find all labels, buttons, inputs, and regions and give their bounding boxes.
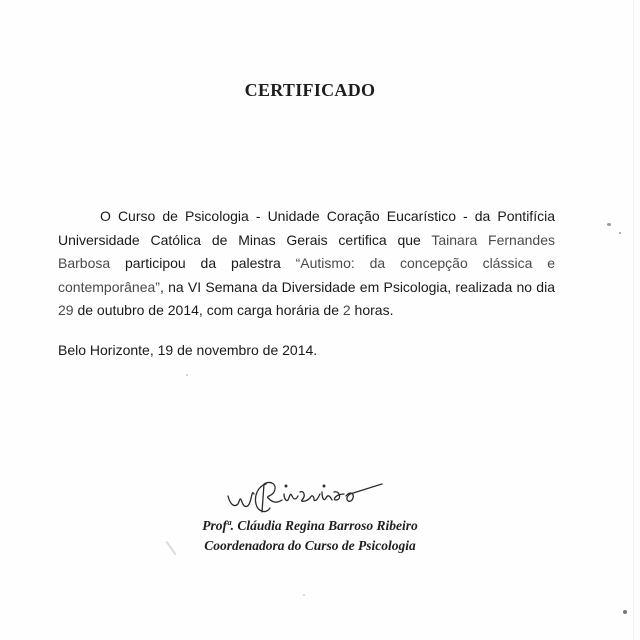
certificate-body — [58, 205, 555, 323]
body-text-part1: O Curso de Psicologia - Unidade Coração Eucarístico - da Pontifícia Universidade Católica de Minas Gerais certifica que — [58, 208, 555, 248]
handwritten-signature — [226, 474, 386, 518]
signer-role: Coordenadora do Curso de Psicologia — [204, 538, 416, 553]
participant-name: Tainara Fernandes Barbosa — [58, 231, 555, 272]
body-text-part3: , na VI Semana da Diversidade em Psicologia, realizada no dia — [159, 278, 555, 295]
scan-speck — [607, 223, 611, 226]
scan-edge-line — [633, 0, 634, 640]
lecture-title: “Autismo: da concepção clássica e contemporânea” — [58, 255, 555, 295]
event-day: 29 — [58, 302, 74, 319]
scan-speck — [623, 610, 627, 614]
certificate-title: CERTIFICADO — [244, 80, 376, 100]
scan-speck — [186, 374, 188, 376]
place-and-date: Belo Horizonte, 19 de novembro de 2014. — [58, 342, 318, 358]
scan-speck — [619, 232, 621, 234]
body-text-part5: horas. — [350, 302, 394, 319]
scan-speck — [303, 594, 305, 596]
workload-hours: 2 — [342, 302, 351, 319]
body-text-part4: de outubro de 2014, com carga horária de — [73, 302, 343, 319]
signer-name: Profª. Cláudia Regina Barroso Ribeiro — [202, 518, 418, 533]
body-text-part2: participou da palestra — [110, 255, 296, 272]
